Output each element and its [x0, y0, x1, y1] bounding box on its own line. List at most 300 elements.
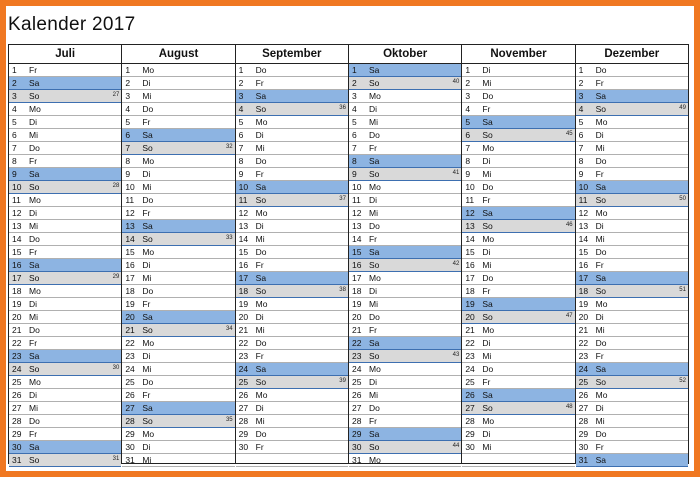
weekday-label: So [595, 104, 607, 114]
day-row [122, 77, 234, 90]
weekday-label: Mi [595, 143, 605, 153]
weekday-label: Mi [368, 390, 378, 400]
weekday-label: So [142, 416, 153, 426]
day-row [9, 298, 121, 311]
weekday-label: Di [29, 299, 38, 309]
week-number: 44 [452, 443, 460, 449]
day-row [236, 116, 348, 129]
day-row [236, 168, 348, 181]
weekday-label: Di [368, 286, 378, 296]
day-row [122, 441, 234, 454]
day-row [576, 428, 688, 441]
week-number: 50 [679, 196, 686, 202]
weekday-label: Sa [368, 247, 380, 257]
weekday-label: So [595, 195, 607, 205]
day-row [122, 285, 234, 298]
weekday-label: Do [482, 182, 494, 192]
day-number: 15 [12, 247, 22, 257]
day-row [236, 350, 348, 363]
month-column-oktober [349, 45, 462, 463]
weekday-label: Do [29, 416, 40, 426]
day-number: 1 [465, 65, 471, 75]
day-row [122, 116, 234, 129]
day-row [576, 350, 688, 363]
day-number: 14 [125, 234, 135, 244]
day-number: 10 [351, 182, 362, 192]
weekday-label: Mi [595, 234, 605, 244]
day-row [9, 233, 121, 246]
day-row [576, 207, 688, 220]
day-number: 26 [12, 390, 22, 400]
day-number: 5 [12, 117, 17, 127]
weekday-label: Di [482, 338, 491, 348]
day-number: 27 [12, 403, 22, 413]
day-row [462, 311, 574, 324]
day-number: 6 [465, 130, 471, 140]
day-number: 1 [12, 65, 17, 75]
weekday-label: Do [368, 130, 380, 140]
day-row [462, 428, 574, 441]
weekday-label: Mo [482, 143, 495, 153]
day-number: 25 [578, 377, 589, 387]
day-row [349, 233, 461, 246]
weekday-label: Do [482, 364, 494, 374]
day-number: 27 [125, 403, 135, 413]
day-number: 10 [578, 182, 589, 192]
day-number: 28 [125, 416, 135, 426]
day-row [349, 142, 461, 155]
weekday-label: Mo [142, 429, 155, 439]
weekday-label: Sa [595, 364, 607, 374]
day-row [122, 324, 234, 337]
day-number: 6 [351, 130, 357, 140]
day-row [9, 272, 121, 285]
day-row [9, 389, 121, 402]
weekday-label: Mo [142, 65, 155, 75]
empty-row [462, 454, 574, 467]
day-number: 8 [12, 156, 17, 166]
weekday-label: Di [142, 78, 151, 88]
day-number: 8 [125, 156, 131, 166]
day-row [236, 298, 348, 311]
day-number: 1 [125, 65, 131, 75]
weekday-label: Sa [255, 91, 267, 101]
day-number: 12 [125, 208, 135, 218]
day-number: 22 [578, 338, 589, 348]
weekday-label: Fr [29, 247, 38, 257]
weekday-label: Fr [368, 143, 378, 153]
day-row [349, 246, 461, 259]
weekday-label: Sa [595, 182, 607, 192]
day-row [122, 454, 234, 467]
day-number: 30 [465, 442, 475, 452]
day-number: 6 [125, 130, 131, 140]
day-number: 2 [12, 78, 17, 88]
weekday-label: Mo [368, 91, 381, 101]
week-number: 32 [225, 144, 233, 150]
weekday-label: Fr [368, 325, 378, 335]
day-number: 29 [125, 429, 135, 439]
day-number: 2 [578, 78, 584, 88]
day-number: 23 [578, 351, 589, 361]
day-row [236, 129, 348, 142]
weekday-label: Mi [482, 351, 492, 361]
day-row [462, 194, 574, 207]
day-row [462, 116, 574, 129]
weekday-label: Do [142, 104, 154, 114]
weekday-label: Mi [142, 91, 152, 101]
weekday-label: So [368, 78, 380, 88]
month-header: Juli [9, 45, 121, 64]
day-row [236, 90, 348, 103]
day-number: 8 [238, 156, 244, 166]
day-row [122, 129, 234, 142]
day-row [122, 168, 234, 181]
day-number: 2 [125, 78, 131, 88]
day-number: 21 [465, 325, 475, 335]
weekday-label: Sa [29, 442, 40, 452]
weekday-label: Do [595, 65, 607, 75]
day-row [236, 246, 348, 259]
day-row [236, 428, 348, 441]
day-number: 5 [351, 117, 357, 127]
day-number: 25 [351, 377, 362, 387]
day-row [349, 428, 461, 441]
day-row [9, 259, 121, 272]
day-number: 5 [125, 117, 131, 127]
weekday-label: Fr [29, 338, 38, 348]
week-number: 43 [452, 352, 460, 358]
day-row [576, 64, 688, 77]
weekday-label: So [595, 286, 607, 296]
day-row [236, 142, 348, 155]
weekday-label: Mi [255, 325, 265, 335]
weekday-label: Mo [368, 182, 381, 192]
month-header: Oktober [349, 45, 461, 64]
weekday-label: Do [255, 65, 267, 75]
weekday-label: Di [368, 377, 378, 387]
day-row [122, 207, 234, 220]
weekday-label: Sa [142, 312, 153, 322]
day-row [236, 376, 348, 389]
day-number: 23 [12, 351, 22, 361]
day-number: 17 [12, 273, 22, 283]
day-number: 10 [465, 182, 475, 192]
day-number: 21 [238, 325, 249, 335]
day-row [576, 363, 688, 376]
weekday-label: Fr [142, 117, 151, 127]
day-row [349, 337, 461, 350]
day-number: 31 [351, 455, 362, 465]
day-number: 22 [125, 338, 135, 348]
day-number: 13 [125, 221, 135, 231]
week-number: 37 [339, 196, 346, 202]
weekday-label: So [595, 377, 607, 387]
day-number: 9 [125, 169, 131, 179]
day-row [349, 402, 461, 415]
day-row [576, 90, 688, 103]
day-number: 30 [578, 442, 589, 452]
day-number: 1 [351, 65, 357, 75]
day-number: 14 [12, 234, 22, 244]
day-row [349, 181, 461, 194]
day-row [576, 194, 688, 207]
day-number: 11 [238, 195, 248, 205]
week-number: 36 [339, 105, 346, 111]
weekday-label: Fr [482, 195, 491, 205]
day-number: 2 [465, 78, 471, 88]
weekday-label: Do [29, 234, 40, 244]
week-number: 42 [452, 261, 460, 267]
day-row [576, 285, 688, 298]
week-number: 52 [679, 378, 686, 384]
weekday-label: Mo [595, 208, 608, 218]
day-number: 15 [578, 247, 589, 257]
day-number: 28 [238, 416, 249, 426]
day-row [462, 389, 574, 402]
weekday-label: Di [255, 403, 264, 413]
day-number: 14 [578, 234, 589, 244]
week-number: 51 [679, 287, 686, 293]
day-row [349, 350, 461, 363]
day-row [9, 363, 121, 376]
day-row [236, 233, 348, 246]
day-number: 5 [238, 117, 244, 127]
weekday-label: Mi [595, 416, 605, 426]
day-number: 3 [12, 91, 17, 101]
day-row [9, 415, 121, 428]
weekday-label: Mi [368, 299, 378, 309]
weekday-label: Mo [368, 364, 381, 374]
month-header: Dezember [576, 45, 688, 64]
weekday-label: Sa [595, 273, 607, 283]
weekday-label: So [142, 325, 153, 335]
day-number: 18 [465, 286, 475, 296]
day-number: 9 [465, 169, 471, 179]
day-number: 4 [465, 104, 471, 114]
weekday-label: Mi [482, 260, 492, 270]
weekday-label: Do [482, 91, 494, 101]
day-number: 29 [578, 429, 589, 439]
weekday-label: Mi [142, 364, 152, 374]
day-number: 17 [238, 273, 249, 283]
day-number: 12 [351, 208, 362, 218]
day-number: 3 [238, 91, 244, 101]
day-row [349, 272, 461, 285]
weekday-label: So [142, 234, 153, 244]
day-row [349, 194, 461, 207]
day-number: 9 [238, 169, 244, 179]
day-number: 9 [578, 169, 584, 179]
day-number: 11 [578, 195, 588, 205]
weekday-label: Do [29, 143, 40, 153]
day-number: 10 [238, 182, 249, 192]
day-number: 21 [351, 325, 362, 335]
day-row [349, 207, 461, 220]
weekday-label: Di [29, 208, 38, 218]
day-number: 6 [578, 130, 584, 140]
weekday-label: Di [142, 260, 151, 270]
day-row [9, 285, 121, 298]
day-row [236, 311, 348, 324]
weekday-label: Mo [29, 104, 41, 114]
day-number: 4 [12, 104, 17, 114]
weekday-label: Do [368, 221, 380, 231]
month-column-september [236, 45, 349, 463]
weekday-label: Mo [255, 117, 268, 127]
day-row [462, 415, 574, 428]
day-row [122, 233, 234, 246]
weekday-label: Do [595, 156, 607, 166]
day-number: 22 [351, 338, 362, 348]
day-number: 21 [578, 325, 589, 335]
weekday-label: Mo [595, 390, 608, 400]
day-row [122, 298, 234, 311]
day-row [462, 77, 574, 90]
day-number: 29 [351, 429, 362, 439]
weekday-label: So [255, 286, 267, 296]
day-number: 24 [238, 364, 249, 374]
day-number: 7 [465, 143, 471, 153]
weekday-label: Mo [482, 325, 495, 335]
day-row [349, 77, 461, 90]
weekday-label: Do [595, 429, 607, 439]
weekday-label: Do [368, 403, 380, 413]
day-number: 18 [238, 286, 249, 296]
day-number: 30 [12, 442, 22, 452]
day-row [462, 272, 574, 285]
week-number: 41 [452, 170, 460, 176]
day-row [236, 207, 348, 220]
weekday-label: Mi [482, 78, 492, 88]
weekday-label: Fr [255, 78, 264, 88]
week-number: 40 [452, 79, 460, 85]
weekday-label: Do [595, 338, 607, 348]
day-row [462, 207, 574, 220]
day-row [576, 324, 688, 337]
day-number: 7 [578, 143, 584, 153]
day-number: 16 [578, 260, 589, 270]
weekday-label: Fr [482, 286, 491, 296]
day-number: 15 [351, 247, 362, 257]
week-number: 39 [339, 378, 346, 384]
day-number: 5 [465, 117, 471, 127]
day-number: 28 [12, 416, 22, 426]
week-number: 29 [112, 274, 120, 280]
day-row [576, 155, 688, 168]
day-row [122, 272, 234, 285]
day-number: 24 [125, 364, 135, 374]
day-row [462, 298, 574, 311]
day-row [236, 64, 348, 77]
day-number: 8 [578, 156, 584, 166]
day-number: 31 [125, 455, 135, 465]
day-row [9, 194, 121, 207]
day-row [349, 454, 461, 467]
day-number: 11 [125, 195, 135, 205]
day-number: 23 [465, 351, 475, 361]
weekday-label: Sa [255, 273, 267, 283]
day-number: 6 [238, 130, 244, 140]
weekday-label: Do [142, 286, 154, 296]
day-row [122, 90, 234, 103]
day-row [236, 324, 348, 337]
weekday-label: Sa [29, 169, 40, 179]
day-row [349, 259, 461, 272]
day-row [349, 64, 461, 77]
day-row [236, 402, 348, 415]
day-number: 30 [351, 442, 362, 452]
weekday-label: So [29, 91, 40, 101]
day-row [349, 415, 461, 428]
day-number: 20 [125, 312, 135, 322]
weekday-label: Di [595, 312, 604, 322]
day-row [349, 311, 461, 324]
day-number: 29 [12, 429, 22, 439]
day-number: 20 [578, 312, 589, 322]
day-number: 27 [351, 403, 362, 413]
day-row [349, 129, 461, 142]
weekday-label: Fr [595, 260, 604, 270]
day-number: 4 [351, 104, 357, 114]
day-row [236, 415, 348, 428]
day-number: 13 [12, 221, 22, 231]
day-number: 28 [351, 416, 362, 426]
weekday-label: Fr [595, 169, 604, 179]
day-number: 8 [465, 156, 471, 166]
day-row [576, 233, 688, 246]
day-row [462, 90, 574, 103]
day-number: 26 [578, 390, 589, 400]
day-row [9, 129, 121, 142]
day-row [9, 90, 121, 103]
weekday-label: Do [595, 247, 607, 257]
weekday-label: Sa [368, 65, 380, 75]
day-row [462, 350, 574, 363]
day-number: 16 [125, 260, 135, 270]
weekday-label: So [482, 403, 493, 413]
day-row [236, 259, 348, 272]
weekday-label: So [482, 130, 493, 140]
day-row [122, 259, 234, 272]
day-row [462, 181, 574, 194]
day-number: 28 [578, 416, 589, 426]
weekday-label: Fr [595, 78, 604, 88]
weekday-label: Di [142, 351, 151, 361]
day-row [349, 376, 461, 389]
weekday-label: Fr [255, 169, 264, 179]
day-row [462, 246, 574, 259]
day-number: 16 [351, 260, 362, 270]
weekday-label: So [482, 221, 493, 231]
day-number: 27 [465, 403, 475, 413]
weekday-label: Mi [255, 234, 265, 244]
day-number: 15 [238, 247, 249, 257]
weekday-label: Mo [368, 455, 381, 465]
day-row [576, 298, 688, 311]
day-number: 12 [578, 208, 589, 218]
day-number: 19 [238, 299, 249, 309]
day-row [122, 311, 234, 324]
weekday-label: Sa [255, 182, 267, 192]
day-row [462, 233, 574, 246]
day-number: 18 [351, 286, 362, 296]
weekday-label: Do [255, 247, 267, 257]
day-row [236, 77, 348, 90]
week-number: 49 [679, 105, 686, 111]
day-row [462, 259, 574, 272]
weekday-label: So [255, 104, 267, 114]
